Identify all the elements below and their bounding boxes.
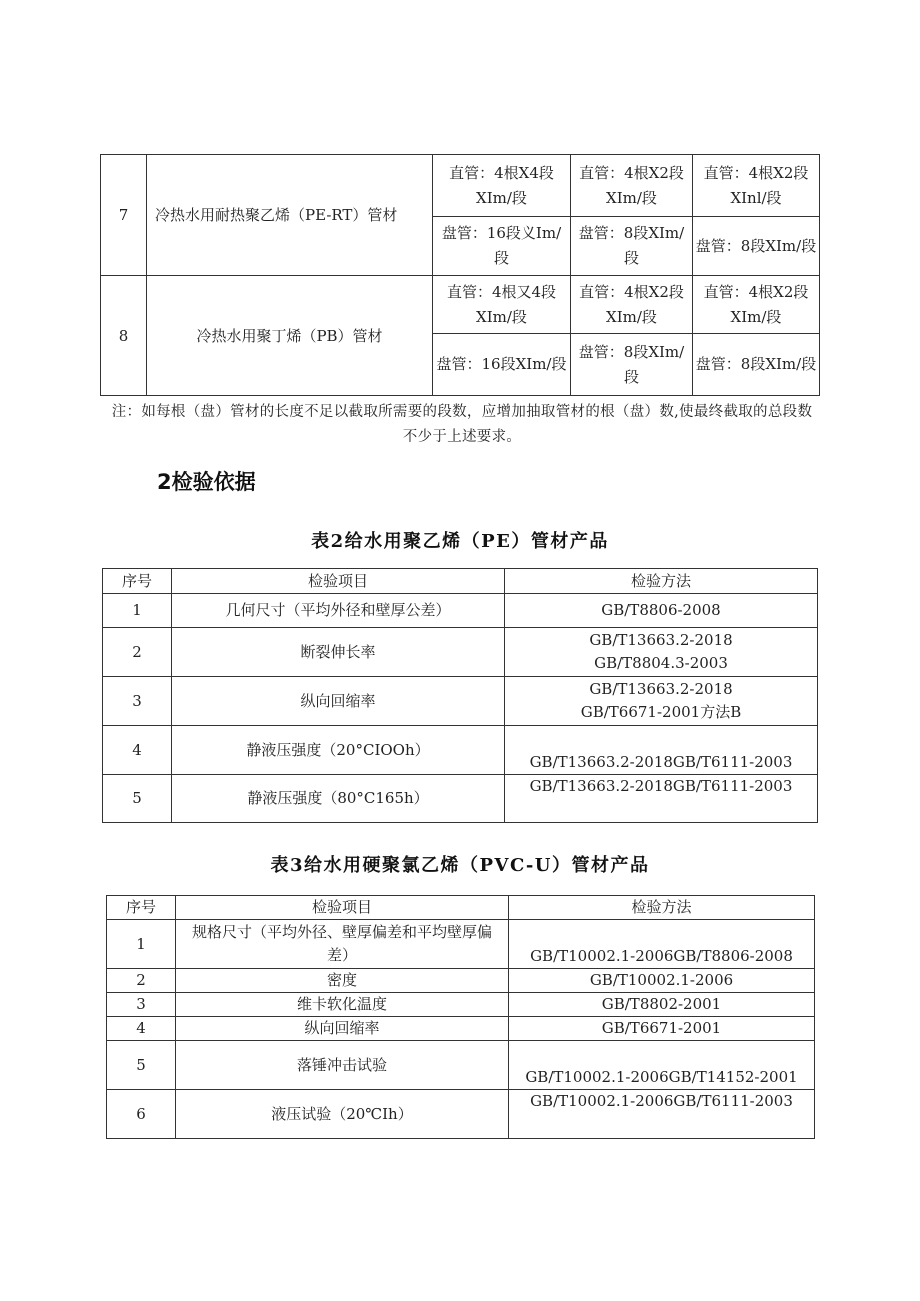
table-row — [103, 775, 818, 823]
table-row — [107, 969, 815, 993]
test-method — [505, 775, 818, 823]
test-item: 纵向回缩率 — [176, 1017, 509, 1041]
coil-pipe-cell: 盘管：8段XIm/段 — [571, 217, 693, 276]
row-number: 4 — [103, 726, 172, 775]
table-row — [107, 920, 815, 969]
method-line: GB/T13663.2-2018GB/T6111-2003 — [529, 753, 793, 771]
row-number: 6 — [107, 1090, 176, 1139]
table3-caption: 表3给水用硬聚氯乙烯（PVC-U）管材产品 — [270, 855, 650, 876]
table-row — [101, 276, 820, 334]
row-number: 3 — [103, 677, 172, 726]
straight-pipe-cell: 直管：4根X4段XIm/段 — [433, 155, 571, 217]
product-name: 冷热水用聚丁烯（PB）管材 — [147, 276, 433, 396]
method-line: GB/T13663.2-2018 — [589, 680, 733, 698]
test-item: 规格尺寸（平均外径、壁厚偏差和平均壁厚偏差） — [176, 920, 509, 969]
row-number: 3 — [107, 993, 176, 1017]
header-cell: 检验项目 — [176, 896, 509, 920]
test-item: 维卡软化温度 — [176, 993, 509, 1017]
method-line: GB/T13663.2-2018 — [589, 631, 733, 649]
coil-pipe-cell: 盘管：8段XIm/段 — [693, 334, 820, 396]
header-cell: 检验项目 — [172, 569, 505, 594]
test-method: GB/T10002.1-2006 — [509, 969, 815, 993]
table2-caption: 表2给水用聚乙烯（PE）管材产品 — [311, 531, 609, 552]
test-item: 静液压强度（20°CIOOh） — [172, 726, 505, 775]
method-line: GB/T13663.2-2018GB/T6111-2003 — [529, 777, 793, 795]
coil-pipe-cell: 盘管：16段义Im/段 — [433, 217, 571, 276]
straight-pipe-cell: 直管：4根X2段XIm/段 — [571, 155, 693, 217]
test-item: 落锤冲击试验 — [176, 1041, 509, 1090]
header-cell: 检验方法 — [509, 896, 815, 920]
table-row — [103, 594, 818, 628]
straight-pipe-cell: 直管：4根X2段XInl/段 — [693, 155, 820, 217]
row-number: 5 — [103, 775, 172, 823]
header-cell: 检验方法 — [505, 569, 818, 594]
coil-pipe-cell: 盘管：8段XIm/段 — [693, 217, 820, 276]
test-method: GB/T10002.1-2006GB/T14152-2001 — [509, 1041, 815, 1090]
test-item: 静液压强度（80°C165h） — [172, 775, 505, 823]
product-name: 冷热水用耐热聚乙烯（PE-RT）管材 — [147, 155, 433, 276]
header-cell: 序号 — [107, 896, 176, 920]
table-row — [107, 1041, 815, 1090]
pe-pipe-test-table — [102, 568, 818, 823]
coil-pipe-cell: 盘管：8段XIm/段 — [571, 334, 693, 396]
test-item: 纵向回缩率 — [172, 677, 505, 726]
row-number: 7 — [101, 155, 147, 276]
table-header-row — [107, 896, 815, 920]
row-number: 8 — [101, 276, 147, 396]
method-line: GB/T6671-2001方法B — [580, 703, 742, 721]
table-row — [101, 155, 820, 217]
row-number: 1 — [103, 594, 172, 628]
table-row — [107, 993, 815, 1017]
test-method: GB/T8802-2001 — [509, 993, 815, 1017]
row-number: 2 — [107, 969, 176, 993]
table-row — [107, 1017, 815, 1041]
test-method: GB/T6671-2001 — [509, 1017, 815, 1041]
header-cell: 序号 — [103, 569, 172, 594]
table-row — [103, 628, 818, 677]
table-row — [107, 1090, 815, 1139]
test-method — [505, 726, 818, 775]
row-number: 2 — [103, 628, 172, 677]
row-number: 1 — [107, 920, 176, 969]
table-row — [103, 677, 818, 726]
test-method: GB/T10002.1-2006GB/T6111-2003 — [509, 1090, 815, 1139]
sampling-table — [100, 154, 820, 396]
row-number: 5 — [107, 1041, 176, 1090]
method-line: GB/T8804.3-2003 — [594, 654, 728, 672]
test-method — [505, 628, 818, 677]
straight-pipe-cell: 直管：4根X2段XIm/段 — [693, 276, 820, 334]
table-row — [103, 726, 818, 775]
straight-pipe-cell: 直管：4根X2段XIm/段 — [571, 276, 693, 334]
table-header-row — [103, 569, 818, 594]
pvc-pipe-test-table — [106, 895, 815, 1139]
test-method — [505, 594, 818, 628]
coil-pipe-cell: 盘管：16段XIm/段 — [433, 334, 571, 396]
test-method — [505, 677, 818, 726]
method-line: GB/T8806-2008 — [601, 601, 721, 619]
test-item: 几何尺寸（平均外径和壁厚公差） — [172, 594, 505, 628]
section-heading: 2检验依据 — [157, 470, 256, 494]
straight-pipe-cell: 直管：4根又4段XIm/段 — [433, 276, 571, 334]
test-item: 密度 — [176, 969, 509, 993]
test-item: 断裂伸长率 — [172, 628, 505, 677]
row-number: 4 — [107, 1017, 176, 1041]
test-method: GB/T10002.1-2006GB/T8806-2008 — [509, 920, 815, 969]
table-note: 注：如每根（盘）管材的长度不足以截取所需要的段数，应增加抽取管材的根（盘）数,使最终截取的总段数不少于上述要求。 — [111, 404, 813, 445]
test-item: 液压试验（20℃Ih） — [176, 1090, 509, 1139]
